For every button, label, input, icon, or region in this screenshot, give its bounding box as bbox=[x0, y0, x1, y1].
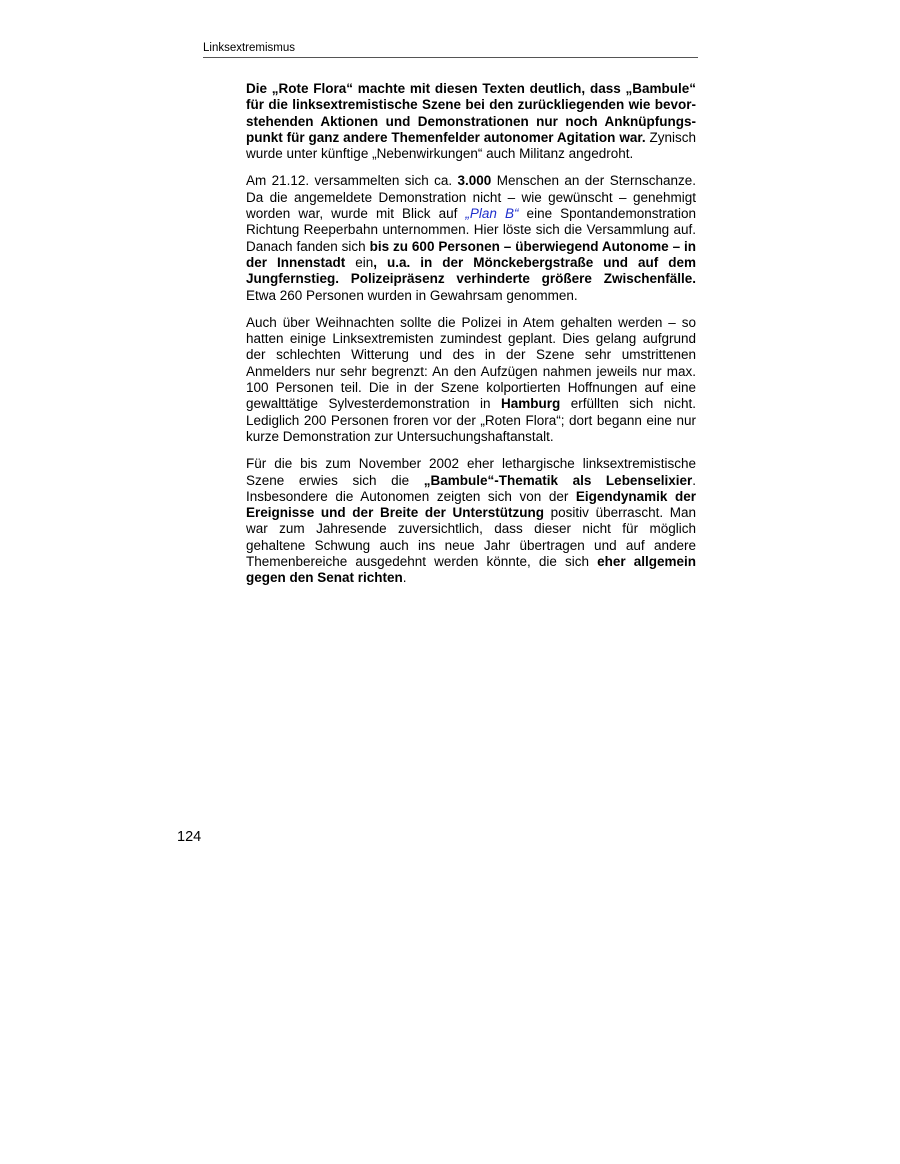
paragraph-4-segment-3: . Insbesondere die Autonomen zeigten sich von der bbox=[246, 472, 696, 504]
running-header bbox=[203, 40, 698, 58]
paragraph-4-segment-6: eher allgemein gegen den Senat richten bbox=[246, 554, 696, 586]
paragraph-2 bbox=[246, 173, 696, 303]
paragraph-2-segment-6: bis zu 600 Personen – überwiegend Autonome – in der Innenstadt bbox=[246, 238, 696, 270]
paragraph-3-segment-3: erfüllten sich nicht. Lediglich 200 Personen froren vor der „Roten Flora“; dort begann eine nur kurze Demonstration zur Untersuchungshaftanstalt. bbox=[246, 396, 696, 444]
paragraph-1-segment-2: Zynisch wurde unter künftige „Nebenwirkungen“ auch Militanz angedroht. bbox=[246, 129, 697, 162]
paragraph-1-segment-1: Die „Rote Flora“ machte mit diesen Texten deutlich, dass „Bambule“ für die linksextremistische Szene bei den zurückliegenden wie bevorstehenden Aktionen und Demonstrationen nur noch Anknüpfungspunkt für ganz andere Themenfelder autonomer Agitation war. bbox=[246, 81, 696, 145]
paragraph-4-segment-5: positiv überrascht. Man war zum Jahresende zuversichtlich, dass dieser nicht für möglich gehaltene Schwung auch ins neue Jahr übertragen und auf andere Themenbereiche ausgedehnt werden könnte, die sich bbox=[246, 505, 697, 570]
paragraph-1 bbox=[246, 81, 696, 162]
paragraph-3-segment-1: Auch über Weihnachten sollte die Polizei in Atem gehalten werden – so hatten einige Linksextremisten zumindest geplant. Dies gelang aufgrund der schlechten Witterung und des in der Szene sehr umstrittenen Anmelders nur sehr begrenzt: An den Aufzügen nahmen jeweils nur max. 100 Personen teil. Die in der Szene kolportierten Hoffnungen auf eine gewalttätige Sylvesterdemonstration in bbox=[246, 314, 696, 412]
paragraph-2-segment-8: , u.a. in der Mönckebergstraße und auf dem Jungfernstieg. Polizeipräsenz verhinderte größere Zwischenfälle. bbox=[246, 254, 696, 287]
body-text bbox=[246, 81, 696, 598]
paragraph-3 bbox=[246, 315, 696, 445]
paragraph-3-segment-2: Hamburg bbox=[501, 396, 561, 412]
paragraph-2-segment-3: Menschen an der Sternschanze. Da die angemeldete Demonstration nicht – wie gewünscht – genehmigt worden war, wurde mit Blick auf bbox=[246, 173, 696, 222]
paragraph-2-segment-9: Etwa 260 Personen wurden in Gewahrsam genommen. bbox=[246, 287, 578, 303]
page-number: 124 bbox=[177, 829, 202, 845]
paragraph-4-segment-4: Eigendynamik der Ereignisse und der Breite der Unterstützung bbox=[246, 488, 696, 521]
running-title: Linksextremismus bbox=[203, 42, 296, 54]
paragraph-4-segment-7: . bbox=[402, 570, 407, 586]
paragraph-2-segment-5: eine Spontandemonstration Richtung Reeperbahn unternommen. Hier löste sich die Versammlung auf. Danach fanden sich bbox=[246, 206, 696, 254]
paragraph-2-segment-1: Am 21.12. versammelten sich ca. bbox=[246, 173, 458, 189]
paragraph-4-segment-2: „Bambule“-Thematik als Lebenselixier bbox=[423, 472, 693, 488]
paragraph-2-segment-7: ein bbox=[345, 254, 374, 270]
paragraph-4-segment-1: Für die bis zum November 2002 eher lethargische linksextremistische Szene erwies sich die bbox=[246, 456, 696, 488]
paragraph-4 bbox=[246, 456, 696, 586]
plan-b-link[interactable]: „Plan B“ bbox=[465, 206, 519, 222]
paragraph-2-segment-2: 3.000 bbox=[457, 173, 492, 189]
